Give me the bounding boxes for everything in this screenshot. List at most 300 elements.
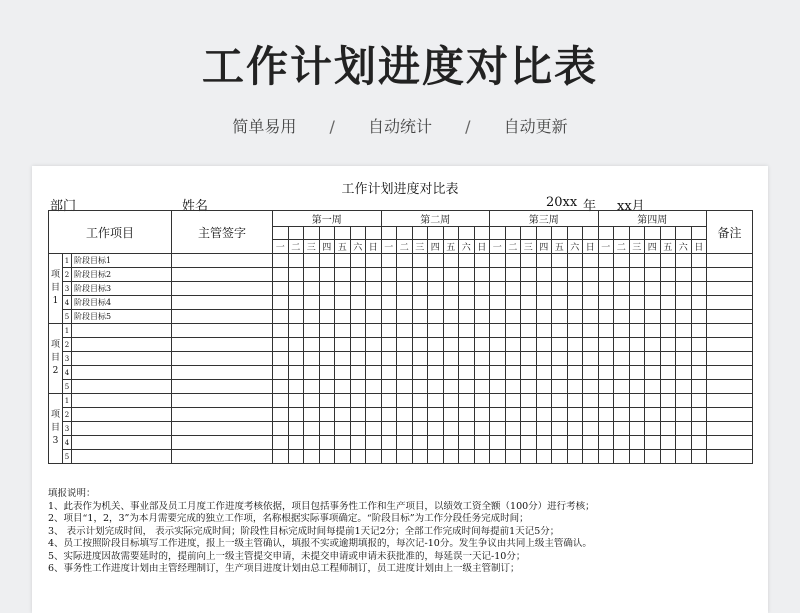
progress-cell	[273, 380, 289, 394]
progress-cell	[319, 296, 335, 310]
plan-cell	[459, 227, 475, 240]
progress-cell	[567, 296, 583, 310]
progress-cell	[614, 408, 630, 422]
progress-cell	[397, 450, 413, 464]
stage-goal	[72, 422, 172, 436]
progress-cell	[629, 282, 645, 296]
progress-cell	[474, 408, 490, 422]
progress-cell	[304, 268, 320, 282]
stage-goal	[72, 324, 172, 338]
progress-cell	[490, 380, 506, 394]
sign-cell	[172, 450, 273, 464]
progress-cell	[319, 408, 335, 422]
progress-cell	[645, 436, 661, 450]
progress-cell	[598, 310, 614, 324]
progress-cell	[335, 352, 351, 366]
progress-cell	[691, 408, 707, 422]
progress-cell	[521, 380, 537, 394]
progress-cell	[490, 450, 506, 464]
progress-cell	[288, 254, 304, 268]
header-sign: 主管签字	[172, 211, 273, 254]
progress-cell	[273, 310, 289, 324]
progress-cell	[583, 422, 599, 436]
progress-cell	[676, 380, 692, 394]
stage-goal	[72, 366, 172, 380]
progress-cell	[567, 394, 583, 408]
stage-goal	[72, 394, 172, 408]
note-cell	[707, 380, 753, 394]
progress-cell	[552, 394, 568, 408]
progress-cell	[567, 324, 583, 338]
progress-cell	[629, 324, 645, 338]
progress-cell	[660, 310, 676, 324]
progress-cell	[428, 254, 444, 268]
progress-cell	[490, 436, 506, 450]
stage-goal	[72, 338, 172, 352]
progress-cell	[490, 338, 506, 352]
progress-cell	[428, 296, 444, 310]
progress-cell	[552, 282, 568, 296]
progress-cell	[552, 408, 568, 422]
progress-cell	[505, 310, 521, 324]
progress-cell	[490, 352, 506, 366]
progress-cell	[335, 268, 351, 282]
progress-cell	[490, 296, 506, 310]
progress-cell	[583, 394, 599, 408]
progress-cell	[598, 436, 614, 450]
plan-cell	[521, 227, 537, 240]
progress-cell	[629, 422, 645, 436]
progress-cell	[490, 254, 506, 268]
progress-cell	[412, 254, 428, 268]
progress-cell	[474, 394, 490, 408]
progress-cell	[273, 422, 289, 436]
progress-cell	[691, 296, 707, 310]
progress-cell	[614, 282, 630, 296]
progress-cell	[428, 394, 444, 408]
progress-cell	[521, 394, 537, 408]
progress-cell	[428, 366, 444, 380]
progress-cell	[459, 366, 475, 380]
progress-cell	[645, 450, 661, 464]
header-week: 第三周	[490, 211, 599, 227]
progress-cell	[676, 436, 692, 450]
plan-cell	[505, 227, 521, 240]
progress-cell	[660, 254, 676, 268]
progress-cell	[366, 422, 382, 436]
progress-cell	[536, 408, 552, 422]
progress-cell	[350, 422, 366, 436]
progress-cell	[273, 366, 289, 380]
progress-cell	[598, 324, 614, 338]
progress-cell	[583, 450, 599, 464]
progress-cell	[583, 380, 599, 394]
progress-cell	[366, 450, 382, 464]
progress-cell	[629, 450, 645, 464]
progress-cell	[660, 282, 676, 296]
row-number: 4	[63, 366, 72, 380]
sign-cell	[172, 394, 273, 408]
progress-cell	[505, 380, 521, 394]
progress-cell	[536, 394, 552, 408]
progress-cell	[288, 352, 304, 366]
row-number: 3	[63, 352, 72, 366]
note-cell	[707, 254, 753, 268]
tag-auto-update: 自动更新	[503, 117, 568, 136]
plan-cell	[614, 227, 630, 240]
note-line: 6、事务性工作进度计划由主管经理制订，生产项目进度计划由总工程师制订，员工进度计划由上一级主管制订；	[48, 563, 520, 574]
progress-cell	[459, 310, 475, 324]
progress-cell	[505, 366, 521, 380]
row-number: 1	[63, 394, 72, 408]
stage-goal	[72, 436, 172, 450]
progress-cell	[521, 436, 537, 450]
progress-cell	[614, 352, 630, 366]
plan-cell	[304, 227, 320, 240]
progress-cell	[288, 422, 304, 436]
note-cell	[707, 338, 753, 352]
progress-cell	[335, 436, 351, 450]
progress-cell	[397, 394, 413, 408]
note-cell	[707, 268, 753, 282]
progress-cell	[350, 310, 366, 324]
progress-cell	[428, 352, 444, 366]
header-day: 二	[505, 240, 521, 254]
progress-cell	[629, 338, 645, 352]
row-number: 5	[63, 380, 72, 394]
header-week: 第一周	[273, 211, 382, 227]
progress-cell	[397, 338, 413, 352]
progress-cell	[474, 282, 490, 296]
progress-cell	[490, 408, 506, 422]
sign-cell	[172, 366, 273, 380]
progress-cell	[335, 408, 351, 422]
header-day: 五	[443, 240, 459, 254]
progress-cell	[505, 268, 521, 282]
progress-cell	[552, 296, 568, 310]
progress-cell	[567, 282, 583, 296]
progress-cell	[474, 310, 490, 324]
tag-separator: /	[329, 117, 335, 136]
header-day: 四	[536, 240, 552, 254]
header-day: 三	[629, 240, 645, 254]
header-day: 五	[335, 240, 351, 254]
plan-cell	[335, 227, 351, 240]
progress-cell	[583, 366, 599, 380]
progress-cell	[552, 338, 568, 352]
progress-cell	[397, 254, 413, 268]
stage-goal: 阶段目标3	[72, 282, 172, 296]
sign-cell	[172, 422, 273, 436]
progress-cell	[490, 268, 506, 282]
progress-cell	[366, 338, 382, 352]
header-day: 二	[614, 240, 630, 254]
progress-cell	[629, 394, 645, 408]
progress-cell	[676, 352, 692, 366]
progress-cell	[691, 310, 707, 324]
progress-cell	[598, 380, 614, 394]
progress-cell	[397, 436, 413, 450]
note-cell	[707, 324, 753, 338]
progress-cell	[536, 254, 552, 268]
note-cell	[707, 366, 753, 380]
progress-cell	[583, 296, 599, 310]
progress-cell	[428, 324, 444, 338]
progress-cell	[412, 296, 428, 310]
progress-cell	[319, 324, 335, 338]
progress-cell	[567, 268, 583, 282]
stage-goal: 阶段目标4	[72, 296, 172, 310]
header-day: 五	[552, 240, 568, 254]
progress-cell	[335, 254, 351, 268]
project-group-label: 项 目 1	[49, 254, 63, 324]
progress-cell	[629, 380, 645, 394]
progress-cell	[583, 436, 599, 450]
progress-cell	[335, 324, 351, 338]
header-day: 三	[304, 240, 320, 254]
progress-cell	[676, 422, 692, 436]
progress-cell	[552, 380, 568, 394]
progress-cell	[319, 394, 335, 408]
spreadsheet-preview	[32, 166, 768, 613]
progress-cell	[273, 254, 289, 268]
year-value: 20xx	[546, 195, 578, 210]
progress-cell	[443, 296, 459, 310]
progress-cell	[319, 450, 335, 464]
progress-cell	[614, 310, 630, 324]
plan-cell	[319, 227, 335, 240]
sign-cell	[172, 338, 273, 352]
progress-cell	[428, 436, 444, 450]
progress-cell	[381, 450, 397, 464]
note-cell	[707, 296, 753, 310]
progress-cell	[350, 324, 366, 338]
progress-cell	[567, 366, 583, 380]
progress-cell	[428, 282, 444, 296]
progress-cell	[505, 254, 521, 268]
progress-cell	[273, 394, 289, 408]
progress-cell	[366, 324, 382, 338]
progress-cell	[583, 324, 599, 338]
note-line: 1、此表作为机关、事业部及员工月度工作进度考核依据，项目包括事务性工作和生产项目，以绩效工资全额（100分）进行考核；	[48, 500, 595, 512]
progress-cell	[583, 282, 599, 296]
progress-cell	[691, 436, 707, 450]
header-day: 五	[660, 240, 676, 254]
progress-cell	[381, 296, 397, 310]
notes-section	[48, 488, 758, 576]
progress-cell	[273, 282, 289, 296]
progress-cell	[676, 338, 692, 352]
progress-cell	[505, 338, 521, 352]
sign-cell	[172, 408, 273, 422]
progress-cell	[350, 450, 366, 464]
progress-cell	[645, 310, 661, 324]
progress-cell	[598, 408, 614, 422]
progress-cell	[583, 254, 599, 268]
tag-auto-stats: 自动统计	[367, 117, 432, 136]
progress-cell	[691, 450, 707, 464]
header-day: 日	[583, 240, 599, 254]
progress-cell	[536, 380, 552, 394]
progress-cell	[645, 296, 661, 310]
progress-cell	[536, 338, 552, 352]
progress-cell	[304, 366, 320, 380]
progress-cell	[304, 422, 320, 436]
header-day: 一	[273, 240, 289, 254]
plan-cell	[536, 227, 552, 240]
progress-cell	[629, 254, 645, 268]
progress-cell	[288, 450, 304, 464]
progress-cell	[676, 408, 692, 422]
progress-cell	[428, 310, 444, 324]
progress-cell	[567, 254, 583, 268]
progress-cell	[614, 324, 630, 338]
progress-cell	[691, 254, 707, 268]
progress-cell	[412, 422, 428, 436]
progress-cell	[428, 268, 444, 282]
progress-cell	[288, 268, 304, 282]
progress-cell	[412, 450, 428, 464]
progress-cell	[412, 268, 428, 282]
progress-cell	[319, 422, 335, 436]
progress-cell	[474, 324, 490, 338]
progress-cell	[490, 394, 506, 408]
progress-cell	[521, 296, 537, 310]
progress-cell	[366, 254, 382, 268]
progress-cell	[660, 450, 676, 464]
progress-cell	[536, 436, 552, 450]
progress-cell	[443, 254, 459, 268]
progress-cell	[273, 296, 289, 310]
progress-cell	[505, 296, 521, 310]
progress-cell	[304, 254, 320, 268]
progress-cell	[273, 408, 289, 422]
progress-cell	[319, 282, 335, 296]
progress-cell	[614, 380, 630, 394]
progress-cell	[521, 422, 537, 436]
progress-cell	[288, 436, 304, 450]
progress-cell	[536, 450, 552, 464]
progress-cell	[319, 436, 335, 450]
progress-cell	[428, 450, 444, 464]
progress-cell	[319, 268, 335, 282]
progress-cell	[381, 282, 397, 296]
header-week: 第二周	[381, 211, 490, 227]
row-number: 2	[63, 408, 72, 422]
sign-cell	[172, 324, 273, 338]
progress-cell	[598, 422, 614, 436]
progress-cell	[459, 394, 475, 408]
header-day: 一	[598, 240, 614, 254]
progress-cell	[412, 352, 428, 366]
row-number: 5	[63, 450, 72, 464]
progress-cell	[273, 450, 289, 464]
progress-cell	[350, 394, 366, 408]
progress-cell	[645, 394, 661, 408]
progress-cell	[474, 450, 490, 464]
header-day: 四	[645, 240, 661, 254]
progress-cell	[381, 436, 397, 450]
progress-cell	[443, 268, 459, 282]
sign-cell	[172, 254, 273, 268]
progress-cell	[350, 408, 366, 422]
progress-cell	[629, 408, 645, 422]
progress-cell	[505, 394, 521, 408]
sign-cell	[172, 268, 273, 282]
note-cell	[707, 436, 753, 450]
progress-cell	[397, 310, 413, 324]
progress-cell	[521, 338, 537, 352]
progress-cell	[428, 408, 444, 422]
progress-cell	[567, 450, 583, 464]
progress-cell	[412, 282, 428, 296]
stage-goal	[72, 352, 172, 366]
progress-cell	[397, 422, 413, 436]
progress-cell	[459, 282, 475, 296]
progress-cell	[521, 310, 537, 324]
progress-cell	[397, 282, 413, 296]
progress-cell	[443, 324, 459, 338]
progress-cell	[397, 352, 413, 366]
progress-cell	[288, 408, 304, 422]
progress-cell	[567, 436, 583, 450]
progress-cell	[614, 394, 630, 408]
sign-cell	[172, 310, 273, 324]
progress-cell	[645, 380, 661, 394]
progress-cell	[645, 254, 661, 268]
progress-cell	[412, 324, 428, 338]
progress-cell	[273, 436, 289, 450]
progress-cell	[614, 338, 630, 352]
note-cell	[707, 422, 753, 436]
tag-easy: 简单易用	[232, 117, 297, 136]
progress-cell	[521, 366, 537, 380]
header-day: 三	[521, 240, 537, 254]
plan-cell	[443, 227, 459, 240]
progress-cell	[645, 352, 661, 366]
header-day: 二	[397, 240, 413, 254]
plan-cell	[676, 227, 692, 240]
progress-cell	[521, 450, 537, 464]
plan-cell	[490, 227, 506, 240]
progress-cell	[304, 310, 320, 324]
progress-cell	[676, 296, 692, 310]
progress-cell	[505, 436, 521, 450]
progress-cell	[366, 394, 382, 408]
progress-cell	[350, 338, 366, 352]
progress-cell	[397, 408, 413, 422]
note-line: 5、实际进度因故需要延时的，提前向上一级主管提交申请，未提交申请或申请未获批准的，每延误一天记-10分；	[48, 550, 526, 562]
note-cell	[707, 282, 753, 296]
progress-cell	[443, 436, 459, 450]
progress-cell	[288, 282, 304, 296]
progress-cell	[443, 282, 459, 296]
progress-cell	[676, 254, 692, 268]
row-number: 3	[63, 422, 72, 436]
progress-cell	[552, 366, 568, 380]
progress-cell	[335, 450, 351, 464]
progress-cell	[366, 282, 382, 296]
header-day: 二	[288, 240, 304, 254]
progress-cell	[505, 408, 521, 422]
progress-cell	[443, 380, 459, 394]
progress-cell	[614, 422, 630, 436]
progress-cell	[536, 422, 552, 436]
progress-cell	[366, 296, 382, 310]
progress-cell	[474, 380, 490, 394]
progress-cell	[304, 380, 320, 394]
progress-cell	[288, 366, 304, 380]
